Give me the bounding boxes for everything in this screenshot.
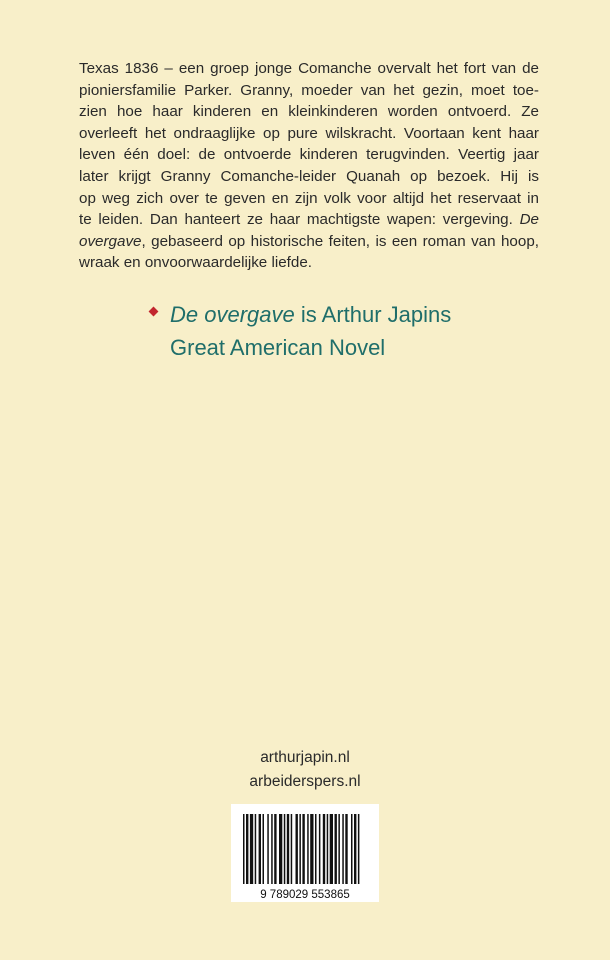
isbn-barcode bbox=[231, 804, 379, 902]
barcode-bar bbox=[342, 814, 344, 884]
blurb-line: zien hoe haar kinderen en kleinkinderen worden ontvoerd. Ze bbox=[79, 103, 539, 121]
barcode-bar bbox=[291, 814, 293, 884]
blurb-text: , gebaseerd op historische feiten, is een roman van hoop, bbox=[141, 232, 539, 250]
barcode-bar bbox=[287, 814, 289, 884]
barcode-bar bbox=[296, 814, 298, 884]
barcode-bar bbox=[263, 814, 265, 884]
barcode-bar bbox=[279, 814, 282, 884]
barcode-graphic bbox=[231, 804, 379, 902]
barcode-bar bbox=[243, 814, 245, 884]
barcode-bar bbox=[315, 814, 317, 884]
blurb-line: wraak en onvoorwaardelijke liefde. bbox=[79, 254, 313, 272]
barcode-bar bbox=[271, 814, 273, 884]
pull-quote bbox=[150, 298, 530, 364]
pull-quote-text: is Arthur Japins bbox=[294, 302, 452, 327]
barcode-bar bbox=[302, 814, 304, 884]
blurb-line: later krijgt Granny Comanche-leider Quanah op bezoek. Hij is bbox=[79, 167, 539, 185]
barcode-bar bbox=[250, 814, 253, 884]
barcode-bar bbox=[259, 814, 261, 884]
barcode-bar bbox=[345, 814, 347, 884]
barcode-bar bbox=[310, 814, 313, 884]
blurb-line-with-title bbox=[79, 231, 539, 253]
blurb-title-italic: De bbox=[519, 211, 539, 229]
barcode-bar bbox=[327, 814, 329, 884]
blurb-line: pioniersfamilie Parker. Granny, moeder van het gezin, moet toe- bbox=[79, 81, 539, 99]
barcode-bar bbox=[267, 814, 269, 884]
blurb-text: te leiden. Dan hanteert ze haar machtigste wapen: vergeving. bbox=[79, 211, 513, 229]
barcode-bar bbox=[338, 814, 340, 884]
author-website-link[interactable]: arthurjapin.nl bbox=[260, 749, 350, 766]
barcode-bar bbox=[255, 814, 257, 884]
barcode-bar bbox=[307, 814, 309, 884]
isbn-number: 9 789029 553865 bbox=[260, 889, 350, 901]
website-links bbox=[0, 746, 610, 794]
blurb-line-with-title bbox=[79, 209, 539, 231]
blurb-line: leven één doel: de ontvoerde kinderen terugvinden. Veertig jaar bbox=[79, 146, 539, 164]
barcode-bar bbox=[354, 814, 356, 884]
blurb-line: op weg zich over te geven en zijn volk voor altijd het reservaat in bbox=[79, 189, 539, 207]
barcode-bar bbox=[319, 814, 321, 884]
pull-quote-title: De overgave bbox=[170, 302, 295, 327]
pull-quote-line-1 bbox=[150, 298, 530, 331]
barcode-bar bbox=[335, 814, 337, 884]
barcode-bar bbox=[284, 814, 286, 884]
blurb-line: overleeft het ondraaglijke op pure wilskracht. Voortaan kent haar bbox=[79, 124, 539, 142]
blurb-title-italic: overgave bbox=[79, 232, 142, 250]
barcode-bar bbox=[330, 814, 333, 884]
barcode-bar bbox=[246, 814, 248, 884]
barcode-bar bbox=[351, 814, 353, 884]
pull-quote-line-2: Great American Novel bbox=[170, 335, 386, 360]
blurb-line: Texas 1836 – een groep jonge Comanche overvalt het fort van de bbox=[79, 60, 539, 77]
barcode-bar bbox=[299, 814, 301, 884]
publisher-website-link[interactable]: arbeiderspers.nl bbox=[249, 773, 361, 790]
barcode-bar bbox=[323, 814, 325, 884]
barcode-bar bbox=[358, 814, 360, 884]
back-cover-blurb bbox=[79, 58, 539, 274]
barcode-bar bbox=[274, 814, 276, 884]
